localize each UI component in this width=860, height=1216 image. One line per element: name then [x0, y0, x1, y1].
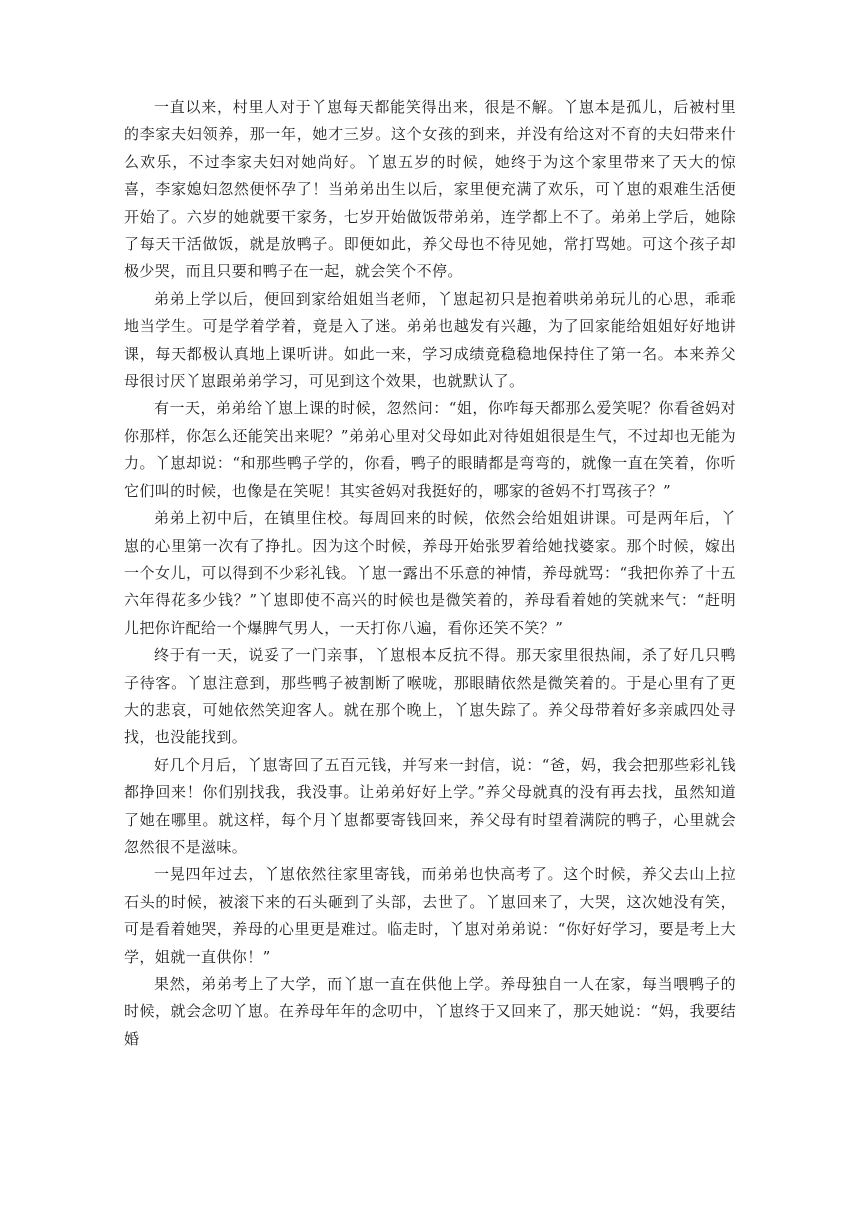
paragraph-5: 终于有一天，说妥了一门亲事，丫崽根本反抗不得。那天家里很热闹，杀了好几只鸭子待客。丫崽注意到，那些鸭子被割断了喉咙，那眼睛依然是微笑着的。于是心里有了更大的悲哀，可她依然笑迎客人。就在那个晚上，丫崽失踪了。养父母带着好多亲戚四处寻找，也没能找到。	[124, 646, 736, 747]
article-body	[124, 94, 736, 1053]
paragraph-7: 一晃四年过去，丫崽依然往家里寄钱，而弟弟也快高考了。这个时候，养父去山上拉石头的时候，被滚下来的石头砸到了头部，去世了。丫崽回来了，大哭，这次她没有笑，可是看着她哭，养母的心里更是难过。临走时，丫崽对弟弟说：“你好好学习，要是考上大学，姐就一直供你！”	[124, 865, 736, 966]
paragraph-6: 好几个月后，丫崽寄回了五百元钱，并写来一封信，说：“爸，妈，我会把那些彩礼钱都挣回来！你们别找我，我没事。让弟弟好好上学。”养父母就真的没有再去找，虽然知道了她在哪里。就这样，每个月丫崽都要寄钱回来，养父母有时望着满院的鸭子，心里就会忽然很不是滋味。	[124, 755, 736, 856]
paragraph-3: 有一天，弟弟给丫崽上课的时候，忽然问：“姐，你咋每天都那么爱笑呢？你看爸妈对你那样，你怎么还能笑出来呢？”弟弟心里对父母如此对待姐姐很是生气，不过却也无能为力。丫崽却说：“和那些鸭子学的，你看，鸭子的眼睛都是弯弯的，就像一直在笑着，你听它们叫的时候，也像是在笑呢！其实爸妈对我挺好的，哪家的爸妈不打骂孩子？”	[124, 399, 736, 500]
paragraph-8: 果然，弟弟考上了大学，而丫崽一直在供他上学。养母独自一人在家，每当喂鸭子的时候，就会念叨丫崽。在养母年年的念叨中，丫崽终于又回来了，那天她说：“妈，我要结婚	[124, 975, 736, 1048]
paragraph-2: 弟弟上学以后，便回到家给姐姐当老师，丫崽起初只是抱着哄弟弟玩儿的心思，乖乖地当学生。可是学着学着，竟是入了迷。弟弟也越发有兴趣，为了回家能给姐姐好好地讲课，每天都极认真地上课听讲。如此一来，学习成绩竟稳稳地保持住了第一名。本来养父母很讨厌丫崽跟弟弟学习，可见到这个效果，也就默认了。	[124, 289, 736, 391]
paragraph-1: 一直以来，村里人对于丫崽每天都能笑得出来，很是不解。丫崽本是孤儿，后被村里的李家夫妇领养，那一年，她才三岁。这个女孩的到来，并没有给这对不育的夫妇带来什么欢乐，不过李家夫妇对她尚好。丫崽五岁的时候，她终于为这个家里带来了天大的惊喜，李家媳妇忽然便怀孕了！当弟弟出生以后，家里便充满了欢乐，可丫崽的艰难生活便开始了。六岁的她就要干家务，七岁开始做饭带弟弟，连学都上不了。弟弟上学后，她除了每天干活做饭，就是放鸭子。即便如此，养父母也不待见她，常打骂她。可这个孩子却极少哭，而且只要和鸭子在一起，就会笑个不停。	[124, 98, 736, 281]
paragraph-4: 弟弟上初中后，在镇里住校。每周回来的时候，依然会给姐姐讲课。可是两年后，丫崽的心里第一次有了挣扎。因为这个时候，养母开始张罗着给她找婆家。那个时候，嫁出一个女儿，可以得到不少彩礼钱。丫崽一露出不乐意的神情，养母就骂：“我把你养了十五六年得花多少钱？”丫崽即使不高兴的时候也是微笑着的，养母看着她的笑就来气：“赶明儿把你许配给一个爆脾气男人，一天打你八遍，看你还笑不笑？”	[124, 509, 736, 637]
